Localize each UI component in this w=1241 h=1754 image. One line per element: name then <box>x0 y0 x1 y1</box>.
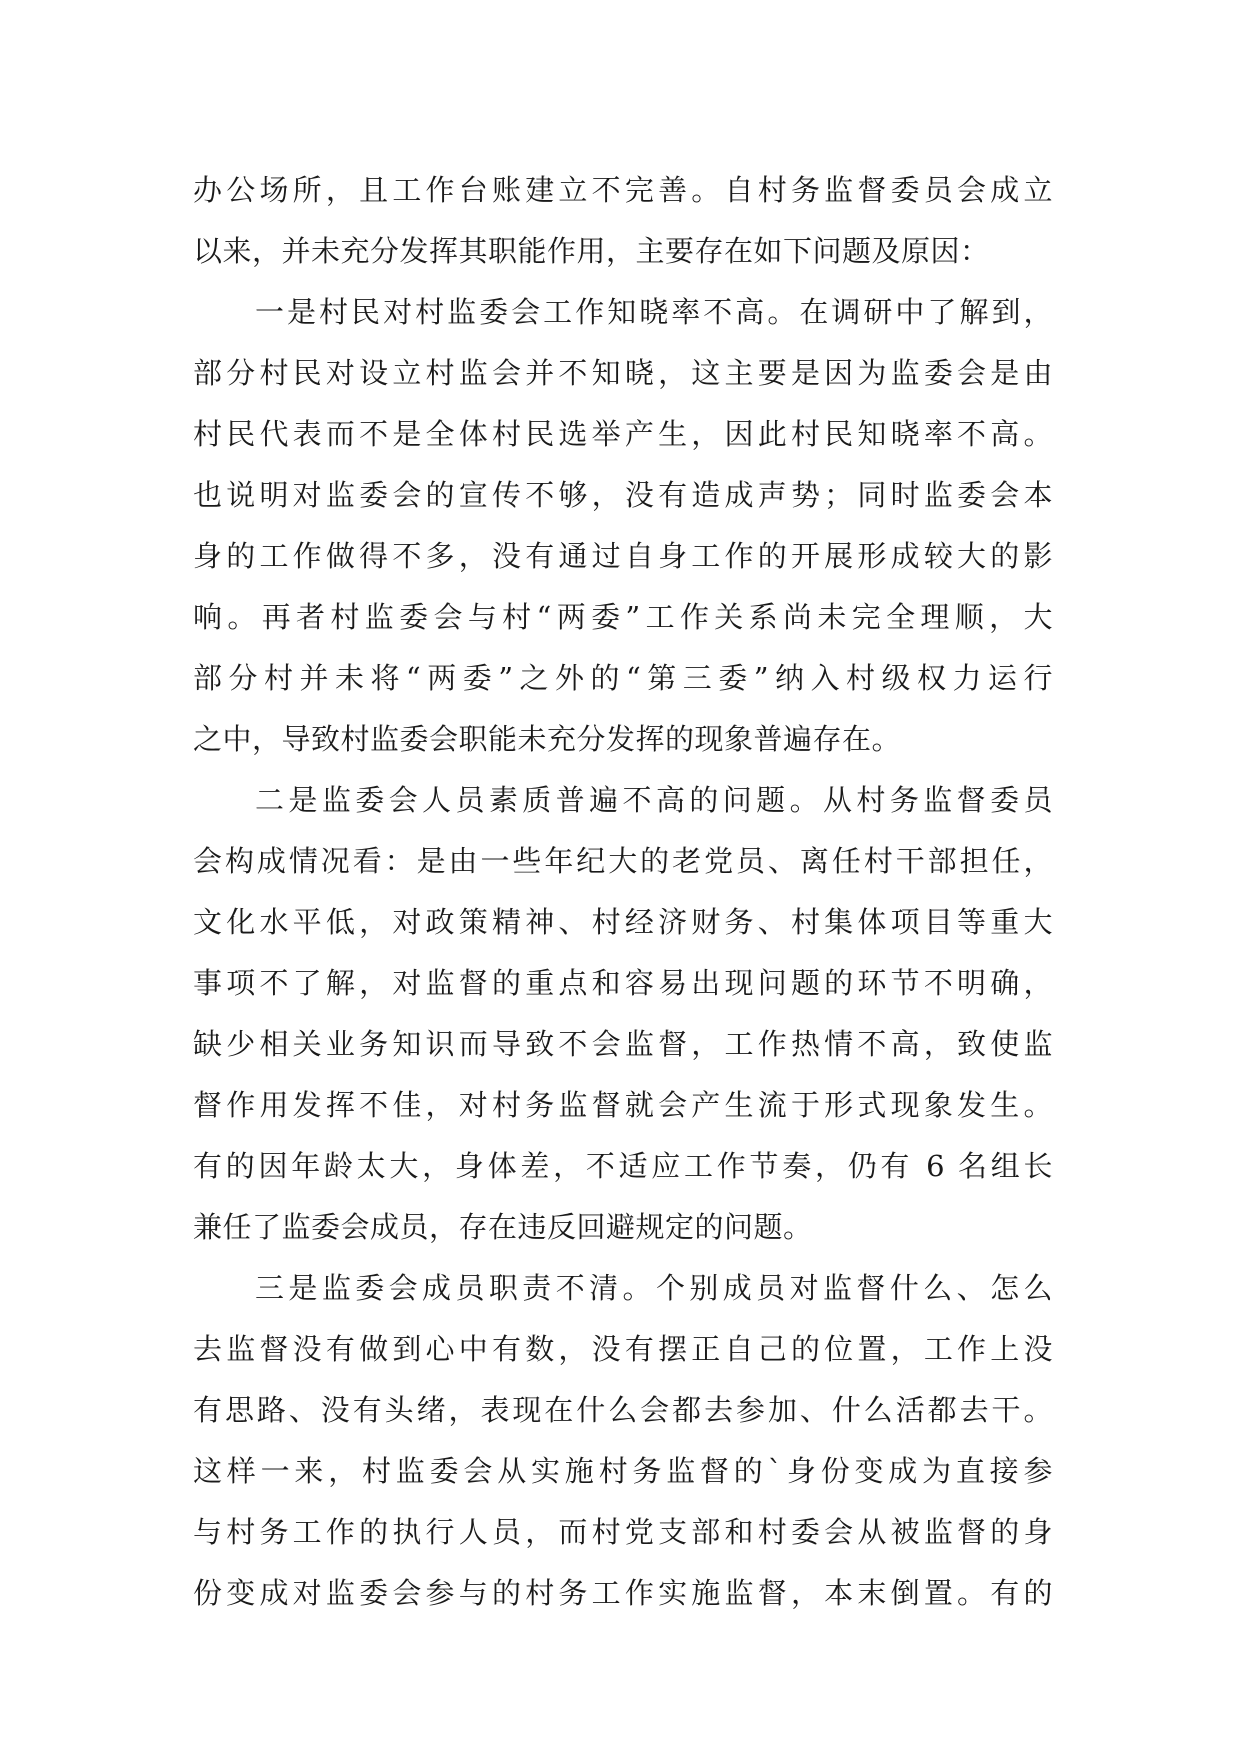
paragraph <box>193 160 1053 282</box>
text-line: 部分村并未将“两委”之外的“第三委”纳入村级权力运行 <box>193 661 1053 695</box>
text-line: 一是村民对村监委会工作知晓率不高。在调研中了解到， <box>255 295 1053 329</box>
text-line: 以来，并未充分发挥其职能作用，主要存在如下问题及原因： <box>193 234 990 268</box>
text-line: 与村务工作的执行人员，而村党支部和村委会从被监督的身 <box>193 1515 1053 1549</box>
paragraph <box>193 770 1053 1258</box>
paragraph <box>193 282 1053 770</box>
text-line: 文化水平低，对政策精神、村经济财务、村集体项目等重大 <box>193 905 1053 939</box>
text-line: 二是监委会人员素质普遍不高的问题。从村务监督委员 <box>255 783 1053 817</box>
text-line: 份变成对监委会参与的村务工作实施监督，本末倒置。有的 <box>193 1576 1053 1610</box>
text-line: 去监督没有做到心中有数，没有摆正自己的位置，工作上没 <box>193 1332 1053 1366</box>
text-line: 响。再者村监委会与村“两委”工作关系尚未完全理顺，大 <box>193 600 1053 634</box>
text-line: 有思路、没有头绪，表现在什么会都去参加、什么活都去干。 <box>193 1393 1053 1427</box>
text-line: 村民代表而不是全体村民选举产生，因此村民知晓率不高。 <box>193 417 1053 451</box>
text-line: 三是监委会成员职责不清。个别成员对监督什么、怎么 <box>255 1271 1053 1305</box>
text-line: 有的因年龄太大，身体差，不适应工作节奏，仍有 6 名组长 <box>193 1149 1053 1183</box>
text-line: 督作用发挥不佳，对村务监督就会产生流于形式现象发生。 <box>193 1088 1053 1122</box>
text-line: 这样一来，村监委会从实施村务监督的`身份变成为直接参 <box>193 1454 1053 1488</box>
text-line: 部分村民对设立村监会并不知晓，这主要是因为监委会是由 <box>193 356 1053 390</box>
text-line: 事项不了解，对监督的重点和容易出现问题的环节不明确， <box>193 966 1053 1000</box>
text-line: 之中，导致村监委会职能未充分发挥的现象普遍存在。 <box>193 722 902 756</box>
text-line: 会构成情况看：是由一些年纪大的老党员、离任村干部担任， <box>193 844 1053 878</box>
text-line: 办公场所，且工作台账建立不完善。自村务监督委员会成立 <box>193 173 1053 207</box>
paragraph <box>193 1258 1053 1624</box>
text-line: 也说明对监委会的宣传不够，没有造成声势；同时监委会本 <box>193 478 1053 512</box>
body-text <box>193 160 1053 1624</box>
text-line: 缺少相关业务知识而导致不会监督，工作热情不高，致使监 <box>193 1027 1053 1061</box>
text-line: 身的工作做得不多，没有通过自身工作的开展形成较大的影 <box>193 539 1053 573</box>
text-line: 兼任了监委会成员，存在违反回避规定的问题。 <box>193 1210 813 1244</box>
